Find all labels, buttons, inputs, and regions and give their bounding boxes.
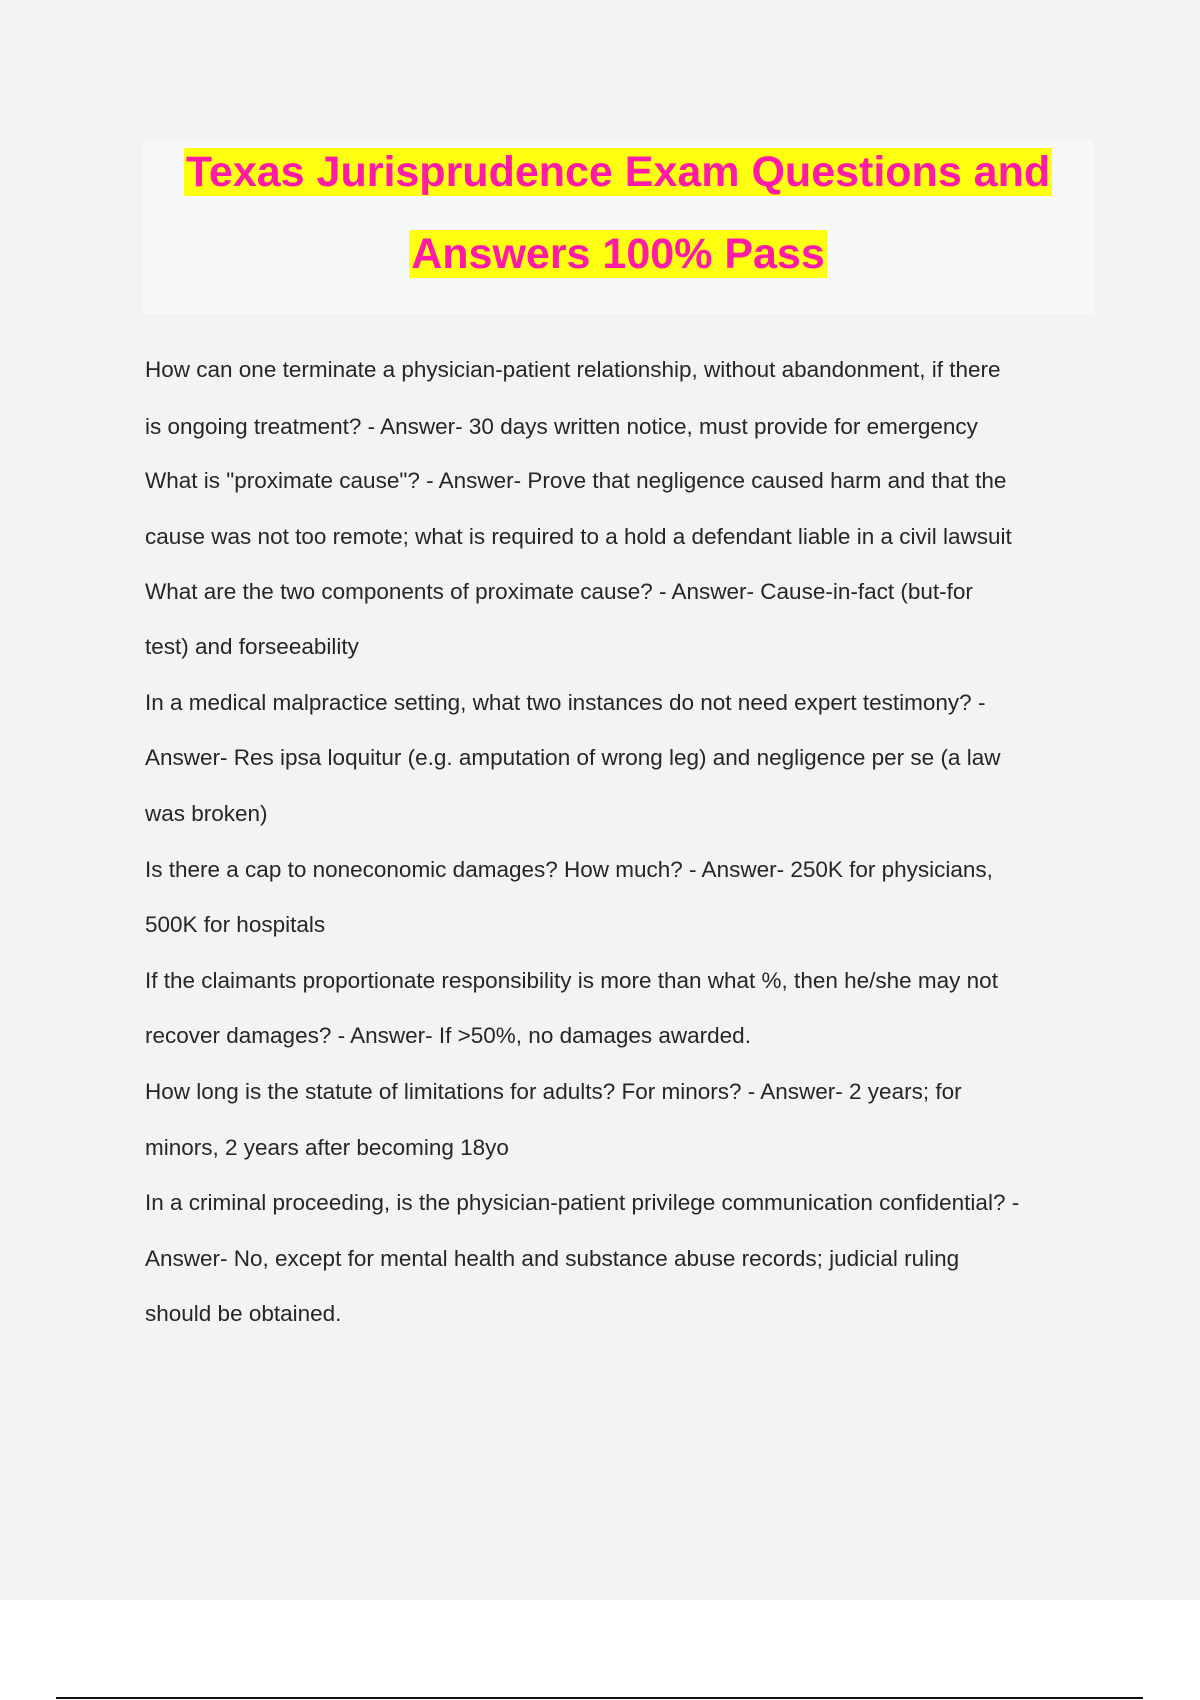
body-line: In a medical malpractice setting, what two instances do not need expert testimony? -	[145, 690, 986, 715]
page-bottom-area	[0, 1600, 1200, 1700]
body-line: 500K for hospitals	[145, 912, 326, 937]
body-line: Answer- Res ipsa loquitur (e.g. amputation of wrong leg) and negligence per se (a law	[145, 745, 1001, 770]
body-line: In a criminal proceeding, is the physician-patient privilege communication confidential? -	[145, 1190, 1020, 1215]
title-line-1	[143, 145, 1093, 199]
body-line: How can one terminate a physician-patient relationship, without abandonment, if there	[145, 357, 1001, 382]
body-line: Answer- No, except for mental health and substance abuse records; judicial ruling	[145, 1246, 960, 1271]
body-line: should be obtained.	[145, 1301, 342, 1326]
body-line: was broken)	[145, 801, 268, 826]
body-line: recover damages? - Answer- If >50%, no damages awarded.	[145, 1023, 751, 1048]
title-line-2	[143, 227, 1093, 281]
body-line: What are the two components of proximate cause? - Answer- Cause-in-fact (but-for	[145, 579, 973, 604]
body-line: If the claimants proportionate responsibility is more than what %, then he/she may not	[145, 968, 998, 993]
body-line: minors, 2 years after becoming 18yo	[145, 1135, 509, 1160]
body-line: Is there a cap to noneconomic damages? How much? - Answer- 250K for physicians,	[145, 857, 993, 882]
body-line: What is "proximate cause"? - Answer- Prove that negligence caused harm and that the	[145, 468, 1007, 493]
title-block	[143, 140, 1093, 314]
title-text-2: Answers 100% Pass	[411, 230, 825, 278]
body-line: How long is the statute of limitations for adults? For minors? - Answer- 2 years; for	[145, 1079, 962, 1104]
body-line: test) and forseeability	[145, 634, 359, 659]
body-line: is ongoing treatment? - Answer- 30 days written notice, must provide for emergency	[145, 414, 978, 439]
footer-divider	[56, 1697, 1143, 1699]
title-text-1: Texas Jurisprudence Exam Questions and	[185, 148, 1051, 196]
body-line: cause was not too remote; what is required to a hold a defendant liable in a civil lawsuit	[145, 524, 1012, 549]
